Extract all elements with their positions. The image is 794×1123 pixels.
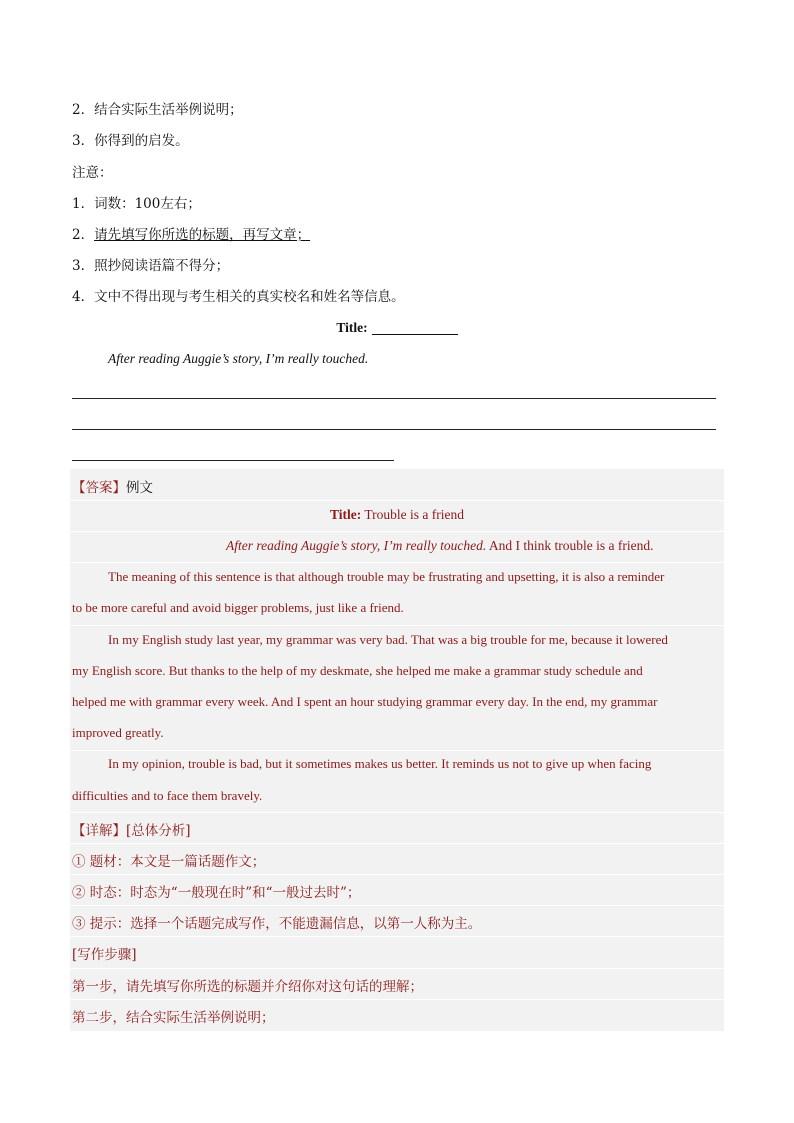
analysis-bullet-1: ① 题材：本文是一篇话题作文； [72,854,266,870]
note-label: 注意： [72,165,113,181]
analysis-label: 【详解】 [72,823,126,839]
answer-label: 【答案】 [72,480,126,496]
row-separator [70,936,724,937]
row-separator [70,968,724,969]
row-separator [70,874,724,875]
answer-p3-line1: In my opinion, trouble is bad, but it sometimes makes us better. It reminds us not to give up when facing [108,756,652,771]
analysis-bullet-2: ② 时态：时态为“一般现在时”和“一般过去时”； [72,885,361,901]
instruction-item-2: 2．结合实际生活举例说明； [72,102,243,118]
answer-title-line [0,507,794,523]
answer-p2-line2: my English score. But thanks to the help of my deskmate, she helped me make a grammar study schedule and [72,663,643,678]
analysis-step-2: 第二步，结合实际生活举例说明； [72,1010,275,1026]
row-separator [70,905,724,906]
answer-opening-rest: And I think trouble is a friend. [488,538,654,553]
answer-p2-line3: helped me with grammar every week. And I spent an hour studying grammar every day. In the end, my grammar [72,694,658,709]
answer-label-suffix: 例文 [126,480,153,496]
analysis-section-2: [写作步骤] [72,947,137,963]
note-1: 1．词数：100左右； [72,196,201,212]
analysis-section-1: [总体分析] [126,823,191,839]
answer-title-text: Trouble is a friend [364,507,464,522]
row-separator [70,750,724,751]
row-separator [70,625,724,626]
writing-line-1[interactable] [72,398,716,399]
answer-opening-italic: After reading Auggie’s story, I’m really touched. [226,538,487,553]
note-2-text: 请先填写你所选的标题，再写文章； [94,227,311,243]
answer-p2-line1: In my English study last year, my grammar was very bad. That was a big trouble for me, because it lowered [108,632,668,647]
answer-p1-line2: to be more careful and avoid bigger problems, just like a friend. [72,600,404,615]
note-3: 3．照抄阅读语篇不得分； [72,258,230,274]
prompt-start-sentence: After reading Auggie’s story, I’m really touched. [108,351,369,366]
row-separator [70,562,724,563]
row-separator [70,999,724,1000]
row-separator [70,500,724,501]
note-2 [72,225,310,245]
analysis-step-1: 第一步，请先填写你所选的标题并介绍你对这句话的理解； [72,979,423,995]
writing-line-3[interactable] [72,460,394,461]
row-separator [70,812,724,813]
analysis-label-row [72,819,191,839]
note-4: 4．文中不得出现与考生相关的真实校名和姓名等信息。 [72,289,405,305]
instruction-item-3: 3．你得到的启发。 [72,133,189,149]
writing-line-2[interactable] [72,429,716,430]
answer-opening-line [226,538,653,554]
answer-label-row [72,476,153,496]
answer-p3-line2: difficulties and to face them bravely. [72,788,263,803]
row-separator [70,531,724,532]
note-2-prefix: 2． [72,227,95,243]
row-separator [70,843,724,844]
prompt-title-line [0,320,794,336]
title-blank[interactable] [372,320,458,335]
answer-title-label: Title: [329,507,362,522]
prompt-title-label: Title: [336,320,368,335]
answer-p1-line1: The meaning of this sentence is that although trouble may be frustrating and upsetting, it is also a reminder [108,569,665,584]
answer-p2-line4: improved greatly. [72,725,164,740]
analysis-bullet-3: ③ 提示：选择一个话题完成写作，不能遗漏信息，以第一人称为主。 [72,916,482,932]
